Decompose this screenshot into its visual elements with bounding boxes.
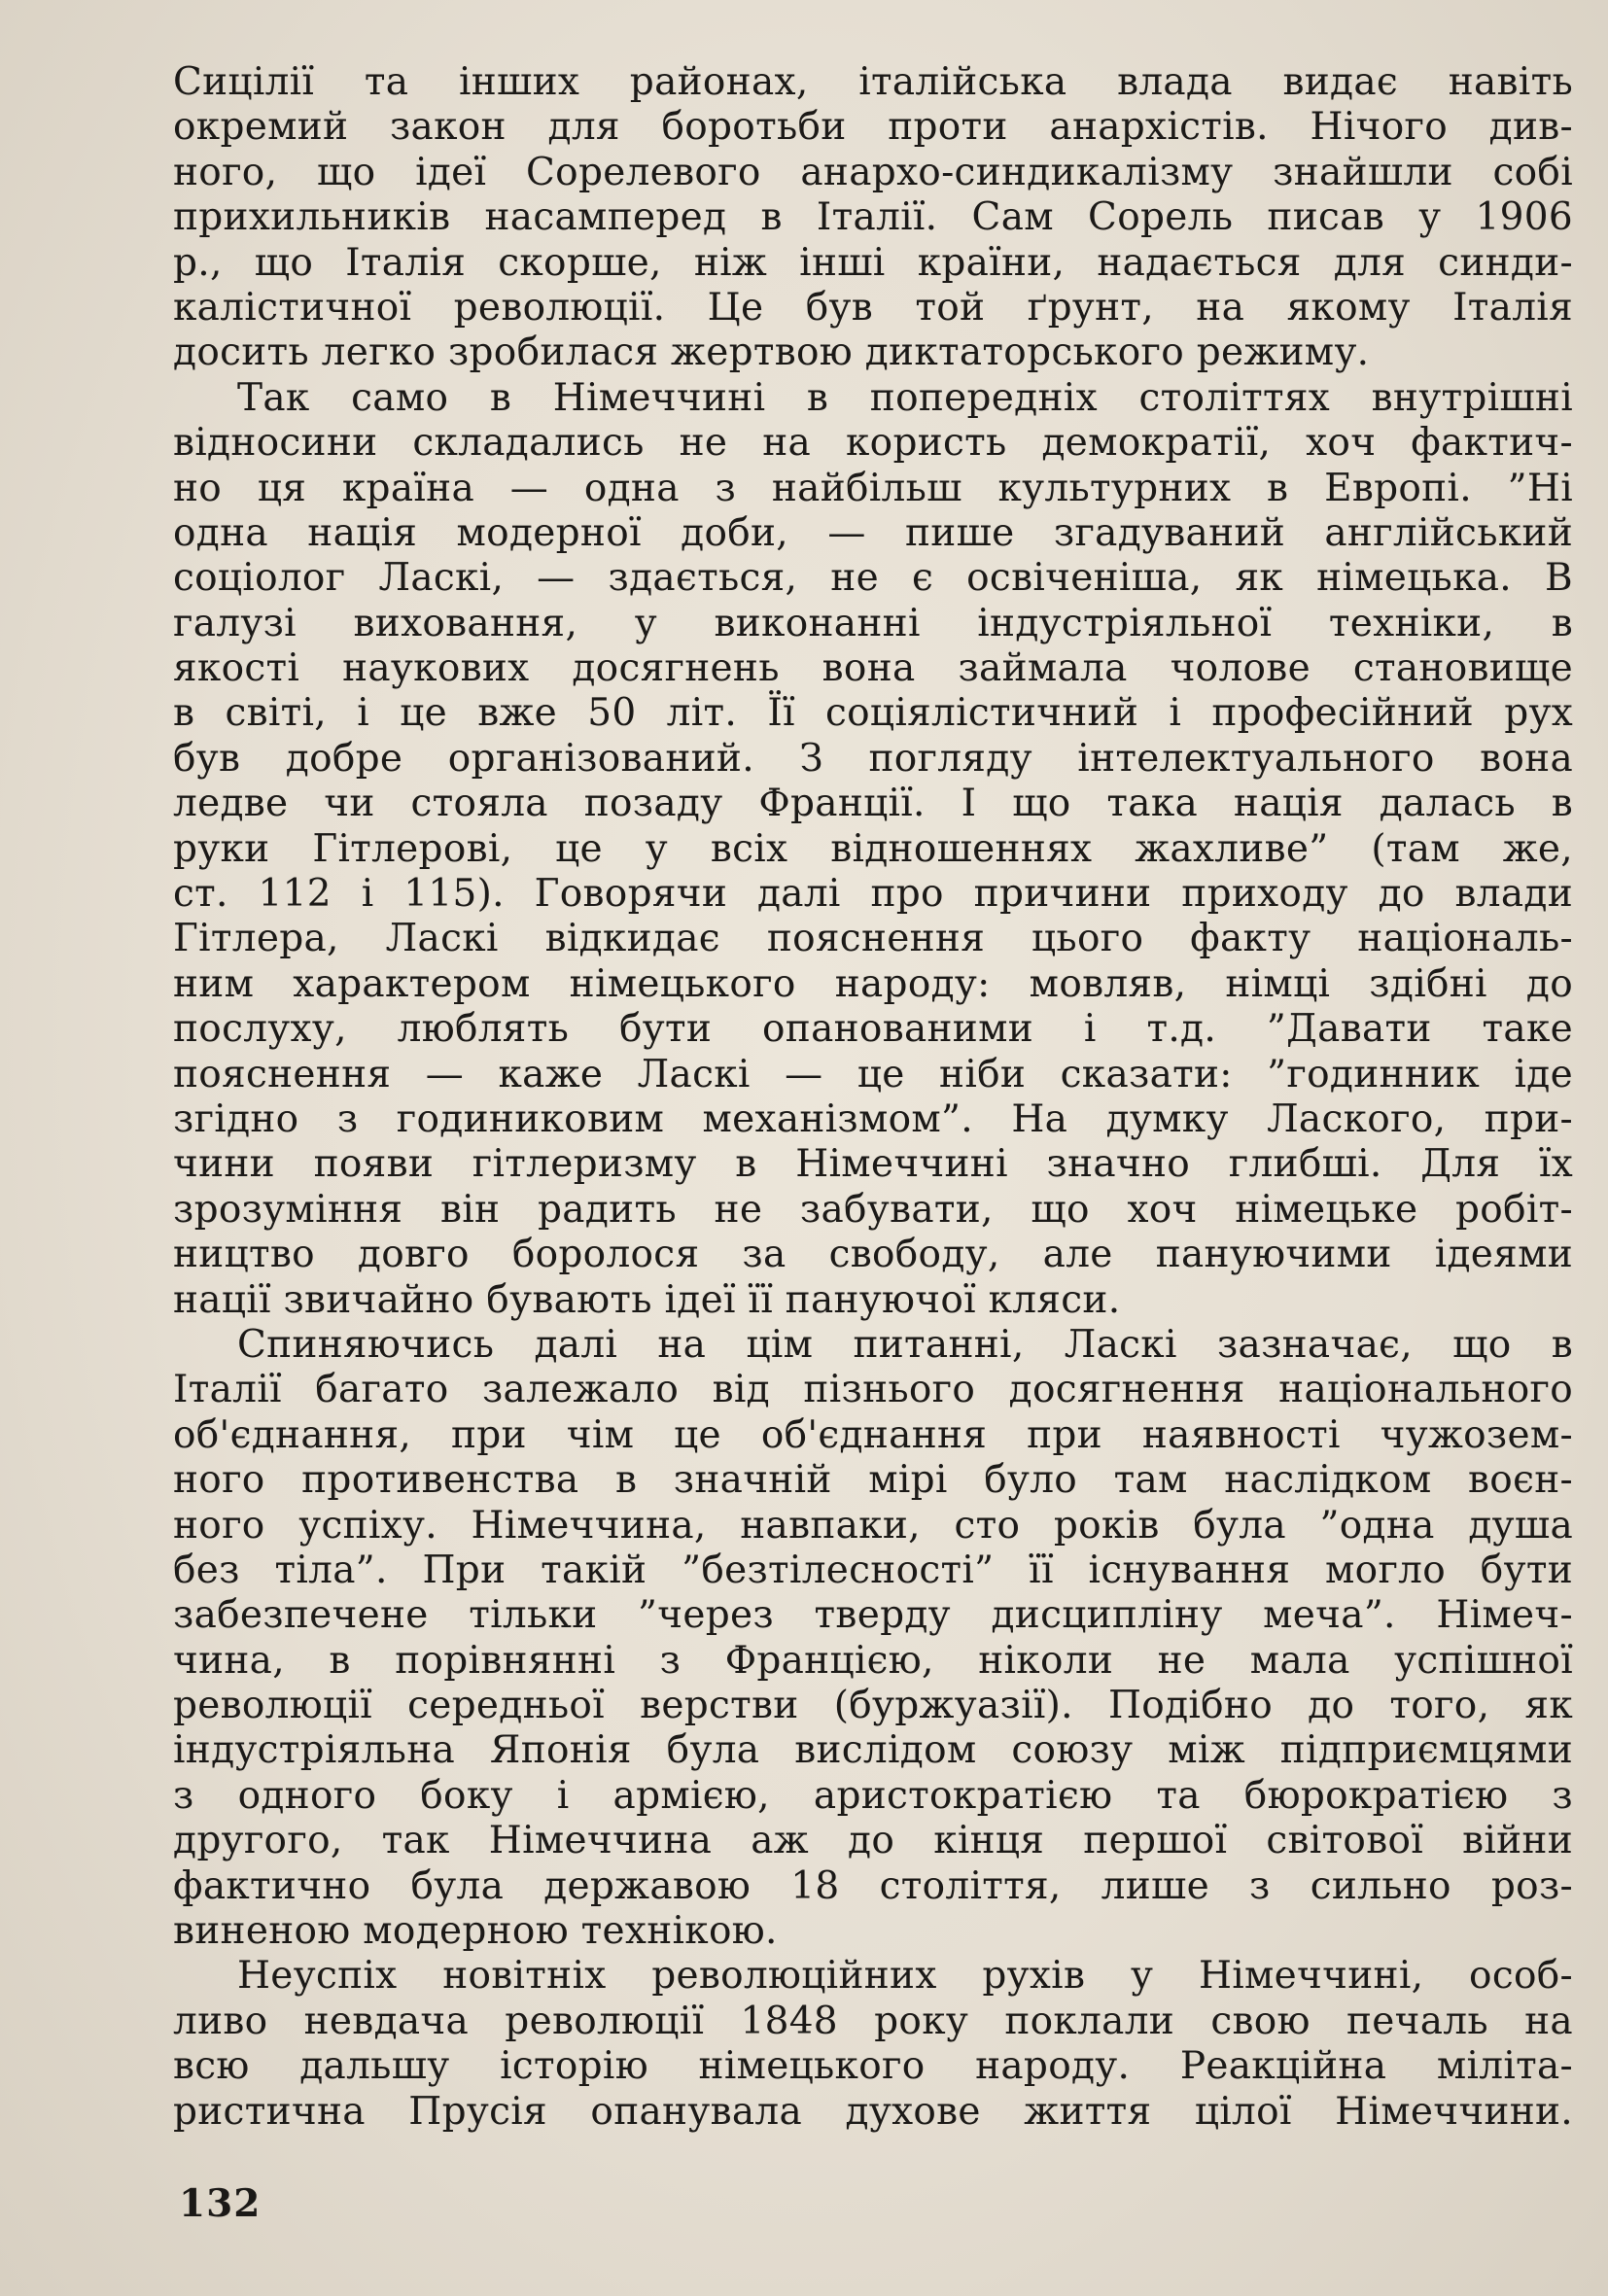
text-line: досить легко зробилася жертвою диктаторського режиму. [173, 330, 1370, 375]
paragraph [173, 60, 1573, 376]
text-line: відносини складались не на користь демократії, хоч фактич- [173, 421, 1573, 466]
paragraph [173, 1323, 1573, 1954]
text-line: галузі виховання, у виконанні індустріяльної техніки, в [173, 601, 1573, 645]
text-line: чини появи гітлеризму в Німеччині значно глибші. Для їх [173, 1142, 1573, 1187]
text-line: нації звичайно бувають ідеї її пануючої кляси. [173, 1277, 1121, 1322]
text-line: пояснення — каже Ласкі — це ніби сказати: ”годинник іде [173, 1052, 1573, 1096]
text-line: ного успіху. Німеччина, навпаки, сто років була ”одна душа [173, 1503, 1573, 1548]
text-line: ристична Прусія опанувала духове життя цілої Німеччини. [173, 2089, 1573, 2134]
text-line: Гітлера, Ласкі відкидає пояснення цього факту національ- [173, 917, 1573, 961]
text-line: революції середньої верстви (буржуазії). Подібно до того, як [173, 1684, 1573, 1728]
text-line: Сицілії та інших районах, італійська влада видає навіть [173, 60, 1573, 104]
text-line: виненою модерною технікою. [173, 1909, 778, 1954]
text-line: забезпечене тільки ”через тверду дисципліну меча”. Німеч- [173, 1593, 1573, 1638]
text-line: соціолог Ласкі, — здається, не є освіченіша, як німецька. В [173, 556, 1573, 601]
text-line: р., що Італія скорше, ніж інші країни, надається для синди- [173, 240, 1573, 285]
text-line: калістичної революції. Це був той ґрунт, на якому Італія [173, 285, 1573, 330]
text-line: об'єднання, при чім це об'єднання при наявності чужозем- [173, 1412, 1573, 1457]
paragraph [173, 376, 1573, 1323]
text-line: всю дальшу історію німецького народу. Реакційна мілітa- [173, 2044, 1573, 2089]
text-line: фактично була державою 18 століття, лише з сильно роз- [173, 1863, 1573, 1908]
text-line: ледве чи стояла позаду Франції. І що така нація далась в [173, 782, 1573, 826]
text-line: з одного боку і армією, аристократією та бюрократією з [173, 1773, 1573, 1818]
text-line: ним характером німецького народу: мовляв, німці здібні до [173, 961, 1573, 1006]
text-line: був добре організований. З погляду інтелектуального вона [173, 736, 1573, 781]
text-line: чина, в порівнянні з Францією, ніколи не мала успішної [173, 1638, 1573, 1683]
text-line: в світі, і це вже 50 літ. Її соціялістичний і професійний рух [173, 691, 1573, 736]
text-line: без тіла”. При такій ”безтілесності” її існування могло бути [173, 1548, 1573, 1592]
text-line: ст. 112 і 115). Говорячи далі про причини приходу до влади [173, 872, 1573, 917]
page-number: 132 [179, 2181, 262, 2226]
text-line: другого, так Німеччина аж до кінця першої світової війни [173, 1819, 1573, 1863]
text-line: згідно з годиниковим механізмом”. На думку Лаского, при- [173, 1096, 1573, 1141]
text-line: послуху, люблять бути опанованими і т.д. ”Давати таке [173, 1007, 1573, 1052]
text-line: зрозуміння він радить не забувати, що хоч німецьке робіт- [173, 1187, 1573, 1232]
text-line: Спиняючись далі на цім питанні, Ласкі зазначає, що в [237, 1322, 1573, 1367]
text-line: індустріяльна Японія була вислідом союзу між підприємцями [173, 1728, 1573, 1773]
text-line: окремий закон для боротьби проти анархістів. Нічого див- [173, 105, 1573, 150]
text-line: Так само в Німеччині в попередніх століттях внутрішні [237, 375, 1573, 420]
paragraph [173, 1954, 1573, 2135]
text-line: Неуспіх новітніх революційних рухів у Німеччині, особ- [237, 1954, 1573, 1999]
text-line: ного, що ідеї Сорелевого анархо-синдикалізму знайшли собі [173, 150, 1573, 194]
text-line: прихильників насамперед в Італії. Сам Сорель писав у 1906 [173, 195, 1573, 240]
text-line: якості наукових досягнень вона займала чолове становище [173, 646, 1573, 691]
text-line: ливо невдача революції 1848 року поклали свою печаль на [173, 1999, 1573, 2043]
text-line: ного противенства в значній мірі було там наслідком воєн- [173, 1458, 1573, 1503]
text-line: но ця країна — одна з найбільш культурних в Европі. ”Ні [173, 466, 1573, 510]
page-body-text [173, 60, 1573, 2135]
text-line: руки Гітлерові, це у всіх відношеннях жахливе” (там же, [173, 826, 1573, 871]
text-line: одна нація модерної доби, — пише згадуваний англійський [173, 510, 1573, 555]
text-line: ництво довго боролося за свободу, але пануючими ідеями [173, 1233, 1573, 1277]
text-line: Італії багато залежало від пізнього досягнення національного [173, 1368, 1573, 1412]
